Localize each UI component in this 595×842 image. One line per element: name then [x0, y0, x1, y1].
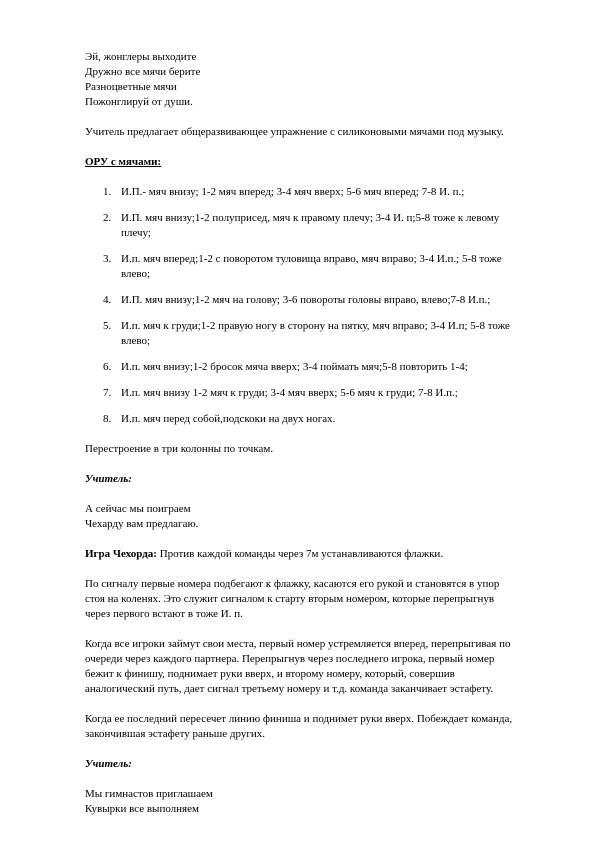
exercise-text: И.п. мяч вперед;1-2 с поворотом туловища вправо, мяч вправо; 3-4 И.п.; 5-8 тоже: [121, 253, 502, 265]
exercise-text: И.п. мяч внизу 1-2 мяч к груди; 3-4 мяч вверх; 5-6 мяч к груди; 7-8 И.п.;: [121, 387, 458, 399]
poem-gymnasts: [85, 787, 555, 817]
exercise-number: 3.: [103, 253, 112, 265]
poem-line: Разноцветные мячи: [85, 81, 177, 93]
poem-line: Мы гимнастов приглашаем: [85, 788, 213, 800]
poem-leapfrog: [85, 502, 555, 532]
exercise-number: 8.: [103, 413, 112, 425]
exercise-text: плечу;: [121, 227, 151, 239]
game-paragraph-1: [85, 577, 555, 622]
paragraph-line: Когда ее последний пересечет линию финиша и поднимет руки вверх. Побеждает команда,: [85, 713, 513, 725]
exercise-text: влево;: [121, 335, 151, 347]
exercise-number: 7.: [103, 387, 112, 399]
exercise-text: И.П.- мяч внизу; 1-2 мяч вперед; 3-4 мяч вверх; 5-6 мяч вперед; 7-8 И. п.;: [121, 186, 465, 198]
poem-line: А сейчас мы поиграем: [85, 503, 191, 515]
exercise-text: И.П. мяч внизу;1-2 полуприсед, мяч к правому плечу; 3-4 И. п;5-8 тоже к левому: [121, 212, 500, 224]
document-page: [85, 50, 555, 817]
exercise-text: И.п. мяч внизу;1-2 бросок мяча вверх; 3-4 поймать мяч;5-8 повторить 1-4;: [121, 361, 468, 373]
exercise-list: [85, 185, 555, 427]
exercise-item: [85, 185, 555, 200]
oru-heading: ОРУ с мячами:: [85, 156, 162, 168]
exercise-text: И.П. мяч внизу;1-2 мяч на голову; 3-6 повороты головы вправо, влево;7-8 И.п.;: [121, 294, 491, 306]
exercise-item: [85, 412, 555, 427]
paragraph-line: Когда все игроки займут свои места, первый номер устремляется вперед, перепрыгивая по: [85, 638, 511, 650]
exercise-number: 1.: [103, 186, 112, 198]
teacher-label: Учитель:: [85, 473, 132, 485]
exercise-number: 5.: [103, 320, 112, 332]
exercise-text: И.п. мяч перед собой,подскоки на двух ногах.: [121, 413, 336, 425]
game-intro: Против каждой команды через 7м устанавливаются флажки.: [156, 548, 444, 560]
exercise-text: влево;: [121, 268, 151, 280]
game-title: Игра Чехорда:: [85, 548, 157, 560]
paragraph-line: закончившая эстафету раньше других.: [85, 728, 266, 740]
game-heading: [85, 547, 555, 562]
rebuild-text: Перестроение в три колонны по точкам.: [85, 443, 274, 455]
poem-line: Кувырки все выполняем: [85, 803, 199, 815]
game-paragraph-3: [85, 712, 555, 742]
poem-line: Пожонглируй от души.: [85, 96, 193, 108]
teacher-label: Учитель:: [85, 758, 132, 770]
paragraph-line: бежит к финишу, поднимает руки вверх, и второму номеру, который, совершив: [85, 668, 455, 680]
poem-line: Дружно все мячи берите: [85, 66, 201, 78]
paragraph-line: очереди через каждого партнера. Перепрыгнув через последнего игрока, первый номер: [85, 653, 495, 665]
intro-text: Учитель предлагает общеразвивающее упражнение с силиконовыми мячами под музыку.: [85, 126, 504, 138]
exercise-number: 2.: [103, 212, 112, 224]
paragraph-line: аналогический путь, дает сигнал третьему номеру и т.д. команда заканчивает эстафету.: [85, 683, 494, 695]
exercise-item: [85, 211, 555, 241]
exercise-item: [85, 319, 555, 349]
poem-jugglers: [85, 50, 555, 110]
poem-line: Эй, жонглеры выходите: [85, 51, 197, 63]
exercise-number: 4.: [103, 294, 112, 306]
poem-line: Чехарду вам предлагаю.: [85, 518, 199, 530]
exercise-item: [85, 293, 555, 308]
game-paragraph-2: [85, 637, 555, 697]
paragraph-line: По сигналу первые номера подбегают к флажку, касаются его рукой и становятся в упор: [85, 578, 500, 590]
exercise-text: И.п. мяч к груди;1-2 правую ногу в сторону на пятку, мяч вправо; 3-4 И.п; 5-8 тоже: [121, 320, 510, 332]
exercise-number: 6.: [103, 361, 112, 373]
exercise-item: [85, 252, 555, 282]
exercise-item: [85, 386, 555, 401]
paragraph-line: через первого встают в тоже И. п.: [85, 608, 243, 620]
exercise-item: [85, 360, 555, 375]
paragraph-line: стоя на коленях. Это служит сигналом к старту вторым номером, которые перепрыгнув: [85, 593, 495, 605]
